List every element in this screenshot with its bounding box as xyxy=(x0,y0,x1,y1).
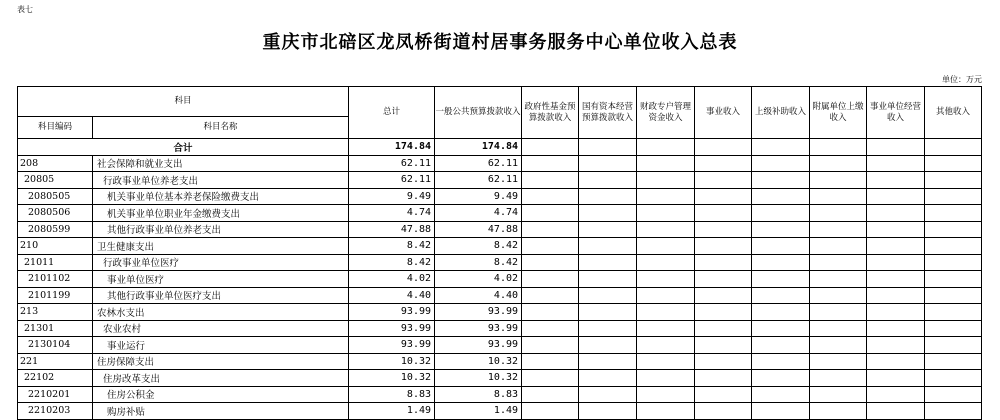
empty-cell xyxy=(752,188,810,205)
empty-cell xyxy=(810,337,867,354)
subject-name-cell: 社会保障和就业支出 xyxy=(93,155,349,172)
general-budget-cell: 1.49 xyxy=(435,403,522,420)
general-budget-cell: 93.99 xyxy=(435,337,522,354)
empty-cell xyxy=(867,287,925,304)
empty-cell xyxy=(637,320,695,337)
subject-code-cell: 2080506 xyxy=(18,205,93,222)
empty-cell xyxy=(522,188,579,205)
empty-cell xyxy=(810,304,867,321)
empty-cell xyxy=(925,370,982,387)
empty-cell xyxy=(522,271,579,288)
empty-cell xyxy=(867,221,925,238)
empty-cell xyxy=(637,353,695,370)
total-cell: 10.32 xyxy=(349,353,435,370)
general-budget-cell: 62.11 xyxy=(435,172,522,189)
general-budget-cell: 4.74 xyxy=(435,205,522,222)
subject-code-cell: 210 xyxy=(18,238,93,255)
empty-cell xyxy=(867,205,925,222)
subject-code-cell: 2130104 xyxy=(18,337,93,354)
general-budget-cell: 10.32 xyxy=(435,370,522,387)
empty-cell xyxy=(695,337,752,354)
gov-fund-header: 政府性基金预算拨款收入 xyxy=(522,87,579,139)
general-budget-cell: 4.02 xyxy=(435,271,522,288)
empty-cell xyxy=(810,403,867,420)
empty-cell xyxy=(752,221,810,238)
empty-cell xyxy=(867,353,925,370)
total-cell: 62.11 xyxy=(349,155,435,172)
empty-cell xyxy=(695,320,752,337)
empty-cell xyxy=(522,155,579,172)
empty-cell xyxy=(752,304,810,321)
empty-cell xyxy=(695,221,752,238)
subject-code-cell: 208 xyxy=(18,155,93,172)
empty-cell xyxy=(579,320,637,337)
page-title: 重庆市北碚区龙凤桥街道村居事务服务中心单位收入总表 xyxy=(262,32,738,53)
affiliated-header: 附属单位上缴收入 xyxy=(810,87,867,139)
empty-cell xyxy=(695,238,752,255)
empty-cell xyxy=(810,353,867,370)
empty-cell xyxy=(925,304,982,321)
subject-name-cell: 农林水支出 xyxy=(93,304,349,321)
empty-cell xyxy=(695,386,752,403)
empty-cell xyxy=(637,287,695,304)
general-budget-cell: 8.42 xyxy=(435,254,522,271)
code-header: 科目编码 xyxy=(18,117,93,139)
subject-name-cell: 住房改革支出 xyxy=(93,370,349,387)
empty-cell xyxy=(867,271,925,288)
empty-cell xyxy=(925,254,982,271)
subject-code-cell: 2210203 xyxy=(18,403,93,420)
empty-cell xyxy=(867,337,925,354)
empty-cell xyxy=(522,370,579,387)
empty-cell xyxy=(810,221,867,238)
total-cell: 8.42 xyxy=(349,254,435,271)
subject-code-cell: 2101199 xyxy=(18,287,93,304)
empty-cell xyxy=(695,188,752,205)
empty-cell xyxy=(522,205,579,222)
subject-name-cell: 购房补贴 xyxy=(93,403,349,420)
empty-cell xyxy=(579,370,637,387)
total-cell: 9.49 xyxy=(349,188,435,205)
empty-cell xyxy=(579,403,637,420)
empty-cell xyxy=(867,238,925,255)
empty-cell xyxy=(925,238,982,255)
table-row xyxy=(18,155,982,172)
table-row xyxy=(18,188,982,205)
subject-name-cell: 行政事业单位养老支出 xyxy=(93,172,349,189)
empty-cell xyxy=(810,320,867,337)
empty-cell xyxy=(925,320,982,337)
other-income-header: 其他收入 xyxy=(925,87,982,139)
empty-cell xyxy=(637,155,695,172)
empty-cell xyxy=(637,205,695,222)
empty-cell xyxy=(522,353,579,370)
empty-cell xyxy=(752,403,810,420)
empty-cell xyxy=(637,254,695,271)
table-row xyxy=(18,287,982,304)
empty-cell xyxy=(752,172,810,189)
empty-cell xyxy=(925,353,982,370)
empty-cell xyxy=(522,172,579,189)
empty-cell xyxy=(522,304,579,321)
empty-cell xyxy=(522,403,579,420)
total-cell: 62.11 xyxy=(349,172,435,189)
empty-cell xyxy=(579,337,637,354)
empty-cell xyxy=(579,205,637,222)
total-cell: 93.99 xyxy=(349,304,435,321)
fiscal-special-header: 财政专户管理资金收入 xyxy=(637,87,695,139)
empty-cell xyxy=(752,254,810,271)
empty-cell xyxy=(867,386,925,403)
empty-cell xyxy=(695,271,752,288)
subject-name-cell: 住房保障支出 xyxy=(93,353,349,370)
empty-cell xyxy=(695,172,752,189)
empty-cell xyxy=(752,205,810,222)
general-budget-cell: 8.42 xyxy=(435,238,522,255)
subject-code-cell: 213 xyxy=(18,304,93,321)
empty-cell xyxy=(695,370,752,387)
empty-cell xyxy=(695,155,752,172)
empty-cell xyxy=(579,287,637,304)
subject-name-cell: 行政事业单位医疗 xyxy=(93,254,349,271)
empty-cell xyxy=(810,271,867,288)
empty-cell xyxy=(867,370,925,387)
subject-code-cell: 20805 xyxy=(18,172,93,189)
empty-cell xyxy=(867,320,925,337)
table-row xyxy=(18,172,982,189)
table-row xyxy=(18,370,982,387)
empty-cell xyxy=(752,287,810,304)
business-income-header: 事业收入 xyxy=(695,87,752,139)
total-general-cell: 174.84 xyxy=(435,139,522,156)
total-label: 合计 xyxy=(18,139,349,156)
empty-cell xyxy=(925,221,982,238)
empty-cell xyxy=(579,353,637,370)
empty-cell xyxy=(925,271,982,288)
empty-cell xyxy=(637,370,695,387)
total-cell: 8.42 xyxy=(349,238,435,255)
table-row xyxy=(18,205,982,222)
empty-cell xyxy=(752,353,810,370)
general-budget-cell: 93.99 xyxy=(435,304,522,321)
empty-cell xyxy=(925,205,982,222)
operating-header: 事业单位经营收入 xyxy=(867,87,925,139)
state-capital-header: 国有资本经营预算拨款收入 xyxy=(579,87,637,139)
empty-cell xyxy=(925,337,982,354)
subject-name-cell: 事业运行 xyxy=(93,337,349,354)
table-row xyxy=(18,337,982,354)
empty-cell xyxy=(579,254,637,271)
empty-cell xyxy=(810,386,867,403)
subject-code-cell: 21301 xyxy=(18,320,93,337)
general-budget-cell: 9.49 xyxy=(435,188,522,205)
empty-cell xyxy=(810,370,867,387)
subject-header: 科目 xyxy=(18,87,349,117)
empty-cell xyxy=(867,155,925,172)
empty-cell xyxy=(637,337,695,354)
total-total-cell: 174.84 xyxy=(349,139,435,156)
total-cell: 47.88 xyxy=(349,221,435,238)
empty-cell xyxy=(522,386,579,403)
total-cell: 10.32 xyxy=(349,370,435,387)
total-cell: 93.99 xyxy=(349,320,435,337)
table-row xyxy=(18,238,982,255)
subject-code-cell: 2080505 xyxy=(18,188,93,205)
subject-name-cell: 卫生健康支出 xyxy=(93,238,349,255)
empty-cell xyxy=(695,403,752,420)
empty-cell xyxy=(867,304,925,321)
general-budget-cell: 8.83 xyxy=(435,386,522,403)
total-cell: 1.49 xyxy=(349,403,435,420)
table-row xyxy=(18,353,982,370)
empty-cell xyxy=(752,386,810,403)
empty-cell xyxy=(810,205,867,222)
table-row xyxy=(18,403,982,420)
empty-cell xyxy=(579,188,637,205)
total-cell: 4.40 xyxy=(349,287,435,304)
total-header: 总计 xyxy=(349,87,435,139)
empty-cell xyxy=(925,403,982,420)
empty-cell xyxy=(637,221,695,238)
empty-cell xyxy=(637,188,695,205)
empty-cell xyxy=(579,155,637,172)
subject-code-cell: 2210201 xyxy=(18,386,93,403)
empty-cell xyxy=(522,221,579,238)
empty-cell xyxy=(695,254,752,271)
general-budget-cell: 47.88 xyxy=(435,221,522,238)
total-cell: 93.99 xyxy=(349,337,435,354)
table-row xyxy=(18,254,982,271)
subject-name-cell: 机关事业单位职业年金缴费支出 xyxy=(93,205,349,222)
subject-code-cell: 2101102 xyxy=(18,271,93,288)
empty-cell xyxy=(637,403,695,420)
subject-code-cell: 221 xyxy=(18,353,93,370)
empty-cell xyxy=(925,386,982,403)
unit-label: 单位：万元 xyxy=(942,75,982,84)
total-cell: 8.83 xyxy=(349,386,435,403)
empty-cell xyxy=(810,188,867,205)
general-budget-header: 一般公共预算拨款收入 xyxy=(435,87,522,139)
subject-name-cell: 事业单位医疗 xyxy=(93,271,349,288)
empty-cell xyxy=(752,337,810,354)
empty-cell xyxy=(579,386,637,403)
table-row xyxy=(18,304,982,321)
empty-cell xyxy=(522,337,579,354)
empty-cell xyxy=(752,238,810,255)
empty-cell xyxy=(637,271,695,288)
empty-cell xyxy=(579,271,637,288)
empty-cell xyxy=(579,238,637,255)
empty-cell xyxy=(522,320,579,337)
empty-cell xyxy=(925,172,982,189)
empty-cell xyxy=(810,254,867,271)
empty-cell xyxy=(695,205,752,222)
table-number-label: 表七 xyxy=(17,5,33,14)
subject-code-cell: 22102 xyxy=(18,370,93,387)
superior-subsidy-header: 上级补助收入 xyxy=(752,87,810,139)
empty-cell xyxy=(637,304,695,321)
table-row xyxy=(18,386,982,403)
empty-cell xyxy=(867,254,925,271)
empty-cell xyxy=(752,370,810,387)
empty-cell xyxy=(752,320,810,337)
name-header: 科目名称 xyxy=(93,117,349,139)
general-budget-cell: 62.11 xyxy=(435,155,522,172)
empty-cell xyxy=(752,155,810,172)
empty-cell xyxy=(925,188,982,205)
table-row xyxy=(18,271,982,288)
total-cell: 4.02 xyxy=(349,271,435,288)
total-cell: 4.74 xyxy=(349,205,435,222)
empty-cell xyxy=(810,155,867,172)
empty-cell xyxy=(522,287,579,304)
empty-cell xyxy=(752,271,810,288)
empty-cell xyxy=(810,287,867,304)
subject-name-cell: 农业农村 xyxy=(93,320,349,337)
empty-cell xyxy=(579,304,637,321)
empty-cell xyxy=(810,238,867,255)
empty-cell xyxy=(867,403,925,420)
empty-cell xyxy=(522,254,579,271)
subject-code-cell: 2080599 xyxy=(18,221,93,238)
subject-name-cell: 住房公积金 xyxy=(93,386,349,403)
table-row xyxy=(18,221,982,238)
general-budget-cell: 4.40 xyxy=(435,287,522,304)
empty-cell xyxy=(637,238,695,255)
empty-cell xyxy=(695,353,752,370)
empty-cell xyxy=(637,386,695,403)
total-row xyxy=(18,139,982,156)
income-summary-table xyxy=(17,86,982,420)
empty-cell xyxy=(867,188,925,205)
empty-cell xyxy=(522,238,579,255)
general-budget-cell: 10.32 xyxy=(435,353,522,370)
empty-cell xyxy=(695,304,752,321)
empty-cell xyxy=(925,155,982,172)
empty-cell xyxy=(695,287,752,304)
subject-name-cell: 其他行政事业单位医疗支出 xyxy=(93,287,349,304)
empty-cell xyxy=(637,172,695,189)
empty-cell xyxy=(579,172,637,189)
empty-cell xyxy=(867,172,925,189)
subject-name-cell: 机关事业单位基本养老保险缴费支出 xyxy=(93,188,349,205)
general-budget-cell: 93.99 xyxy=(435,320,522,337)
empty-cell xyxy=(810,172,867,189)
table-row xyxy=(18,320,982,337)
subject-name-cell: 其他行政事业单位养老支出 xyxy=(93,221,349,238)
subject-code-cell: 21011 xyxy=(18,254,93,271)
empty-cell xyxy=(925,287,982,304)
empty-cell xyxy=(579,221,637,238)
